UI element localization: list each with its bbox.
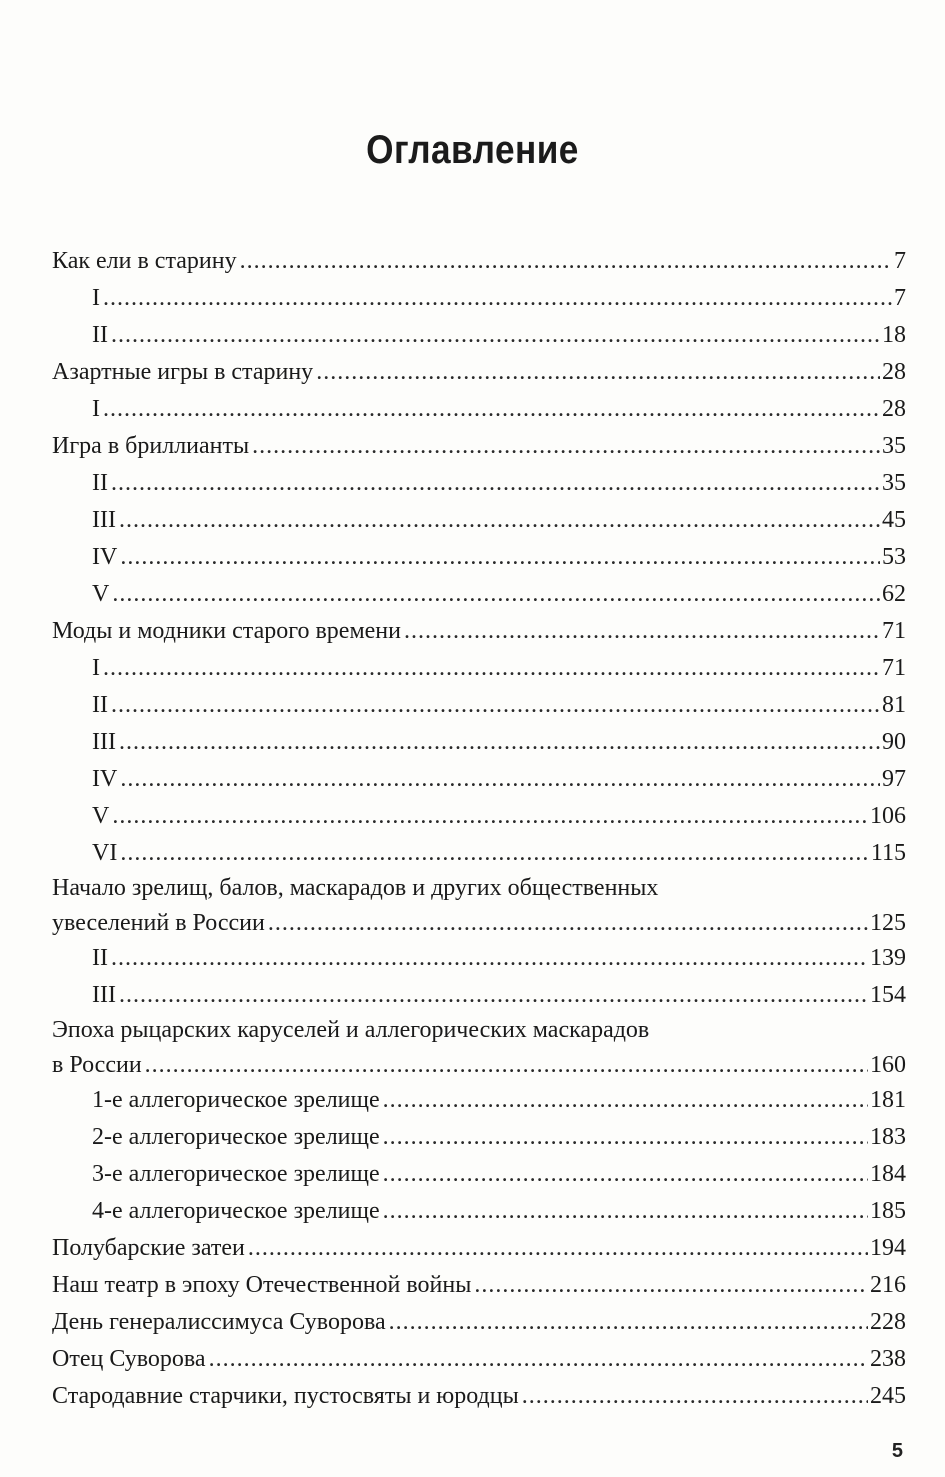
toc-entry-page: 115 [870, 840, 906, 866]
toc-entry-page: 125 [870, 910, 906, 936]
toc-entry-page: 35 [882, 470, 906, 496]
leader-dots [120, 835, 869, 872]
toc-subentry[interactable] [52, 465, 906, 502]
toc-entry[interactable] [52, 1047, 906, 1082]
leader-dots [119, 724, 880, 761]
toc-subentry[interactable] [52, 1193, 906, 1230]
toc-entry[interactable] [52, 243, 906, 280]
toc-entry-title: II [92, 322, 108, 348]
toc-entry-title: День генералиссимуса Суворова [52, 1309, 386, 1335]
leader-dots [240, 243, 892, 280]
toc-subentry[interactable] [52, 977, 906, 1014]
leader-dots [268, 905, 868, 942]
toc-subentry[interactable] [52, 761, 906, 798]
toc-entry-title: Отец Суворова [52, 1346, 206, 1372]
toc-entry-title: в России [52, 1052, 142, 1078]
toc-entry-page: 106 [870, 803, 906, 829]
toc-entry-title: II [92, 692, 108, 718]
toc-entry-title: 1-е аллегорическое зрелище [92, 1087, 380, 1113]
leader-dots [404, 613, 880, 650]
toc-entry-title: I [92, 655, 100, 681]
toc-entry-title: 2-е аллегорическое зрелище [92, 1124, 380, 1150]
toc-entry-page: 28 [882, 359, 906, 385]
toc-entry-page: 18 [882, 322, 906, 348]
toc-entry-title: увеселений в России [52, 910, 265, 936]
toc-entry-title: Азартные игры в старину [52, 359, 314, 385]
leader-dots [383, 1156, 868, 1193]
toc-entry-page: 90 [882, 729, 906, 755]
leader-dots [522, 1378, 868, 1415]
toc-entry-page: 194 [870, 1235, 906, 1261]
leader-dots [383, 1082, 868, 1119]
toc-entry[interactable] [52, 354, 906, 391]
toc-entry-page: 245 [870, 1383, 906, 1409]
toc-entry-title: 4-е аллегорическое зрелище [92, 1198, 380, 1224]
toc-entry-page: 160 [870, 1052, 906, 1078]
toc-entry-title: II [92, 945, 108, 971]
toc-entry-page: 28 [882, 396, 906, 422]
toc-entry-page: 184 [870, 1161, 906, 1187]
toc-entry-page: 181 [870, 1087, 906, 1113]
toc-entry-title: I [92, 396, 100, 422]
toc-entry[interactable] [52, 1267, 906, 1304]
toc-entry-title: Как ели в старину [52, 248, 237, 274]
toc-entry-title: III [92, 507, 116, 533]
toc-entry-page: 71 [882, 655, 906, 681]
toc-entry-page: 238 [870, 1346, 906, 1372]
toc-entry-title: IV [92, 766, 118, 792]
toc-entry-page: 216 [870, 1272, 906, 1298]
toc-entry[interactable] [52, 1378, 906, 1415]
toc-entry-title: II [92, 470, 108, 496]
toc-subentry[interactable] [52, 1156, 906, 1193]
page-title: Оглавление [366, 128, 579, 172]
leader-dots [474, 1267, 868, 1304]
toc-entry-title: VI [92, 840, 118, 866]
toc-entry-title: I [92, 285, 100, 311]
leader-dots [316, 354, 880, 391]
toc-subentry[interactable] [52, 502, 906, 539]
toc-entry-title: V [92, 803, 110, 829]
leader-dots [248, 1230, 868, 1267]
toc-entry-page: 97 [882, 766, 906, 792]
toc-subentry[interactable] [52, 391, 906, 428]
leader-dots [120, 539, 880, 576]
toc-entry-title-line1: Начало зрелищ, балов, маскарадов и других общественных [52, 875, 659, 901]
leader-dots [389, 1304, 868, 1341]
leader-dots [145, 1047, 868, 1084]
toc-subentry[interactable] [52, 835, 906, 872]
leader-dots [119, 502, 880, 539]
toc-subentry[interactable] [52, 650, 906, 687]
toc-entry[interactable] [52, 428, 906, 465]
leader-dots [112, 798, 868, 835]
toc-entry[interactable] [52, 1341, 906, 1378]
leader-dots [111, 940, 868, 977]
toc-subentry[interactable] [52, 576, 906, 613]
toc-entry-page: 71 [882, 618, 906, 644]
toc-entry-title: Стародавние старчики, пустосвяты и юродцы [52, 1383, 519, 1409]
leader-dots [103, 280, 892, 317]
leader-dots [209, 1341, 868, 1378]
leader-dots [103, 650, 880, 687]
toc-subentry[interactable] [52, 317, 906, 354]
toc-entry-title: V [92, 581, 110, 607]
leader-dots [383, 1193, 868, 1230]
toc-subentry[interactable] [52, 539, 906, 576]
toc-entry-title: IV [92, 544, 118, 570]
leader-dots [120, 761, 880, 798]
toc-entry-page: 139 [870, 945, 906, 971]
toc-entry-title: Моды и модники старого времени [52, 618, 401, 644]
toc-entry-page: 7 [894, 285, 906, 311]
toc-entry-title: Игра в бриллианты [52, 433, 250, 459]
toc-entry-page: 62 [882, 581, 906, 607]
leader-dots [103, 391, 880, 428]
toc-subentry[interactable] [52, 280, 906, 317]
leader-dots [111, 317, 880, 354]
toc-entry[interactable] [52, 613, 906, 650]
toc-entry-page: 7 [894, 248, 906, 274]
toc-entry[interactable] [52, 1230, 906, 1267]
leader-dots [111, 687, 880, 724]
toc-subentry[interactable] [52, 1082, 906, 1119]
toc-entry-title: 3-е аллегорическое зрелище [92, 1161, 380, 1187]
toc-subentry[interactable] [52, 798, 906, 835]
toc-entry-page: 183 [870, 1124, 906, 1150]
leader-dots [111, 465, 880, 502]
toc-entry-page: 45 [882, 507, 906, 533]
toc-subentry[interactable] [52, 724, 906, 761]
leader-dots [112, 576, 880, 613]
toc-entry-page: 154 [870, 982, 906, 1008]
toc-subentry[interactable] [52, 687, 906, 724]
table-of-contents [52, 243, 906, 1415]
toc-entry-page: 228 [870, 1309, 906, 1335]
toc-entry-title-line1: Эпоха рыцарских каруселей и аллегорических маскарадов [52, 1017, 650, 1043]
toc-entry-title: III [92, 982, 116, 1008]
toc-entry-page: 53 [882, 544, 906, 570]
toc-entry[interactable] [52, 1304, 906, 1341]
toc-subentry[interactable] [52, 940, 906, 977]
toc-entry[interactable] [52, 905, 906, 940]
leader-dots [252, 428, 880, 465]
toc-entry-title: Наш театр в эпоху Отечественной войны [52, 1272, 472, 1298]
toc-entry-title: Полубарские затеи [52, 1235, 245, 1261]
toc-entry-page: 185 [870, 1198, 906, 1224]
page-number: 5 [891, 1440, 903, 1462]
toc-subentry[interactable] [52, 1119, 906, 1156]
toc-entry-page: 35 [882, 433, 906, 459]
toc-entry-title: III [92, 729, 116, 755]
leader-dots [383, 1119, 868, 1156]
toc-entry-page: 81 [882, 692, 906, 718]
leader-dots [119, 977, 868, 1014]
